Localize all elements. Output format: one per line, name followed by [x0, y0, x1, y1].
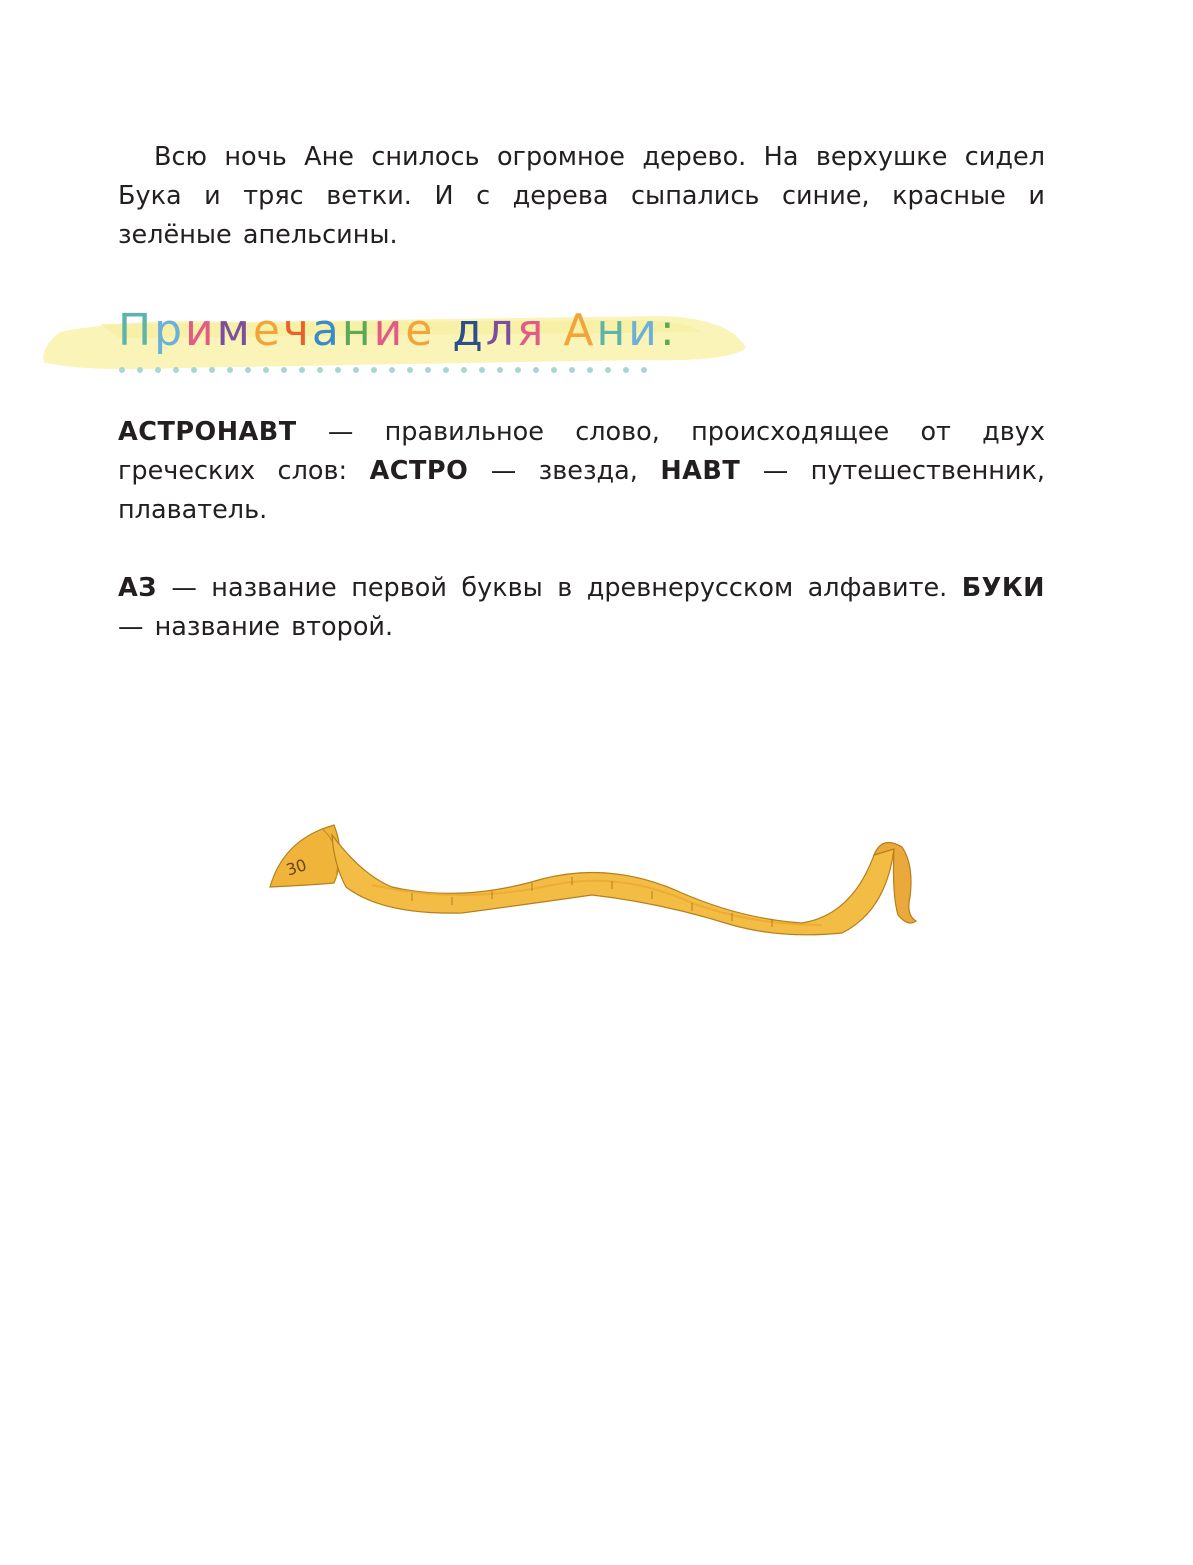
heading-letter: н	[341, 305, 374, 356]
heading-letter: а	[311, 305, 342, 356]
underline-dot	[263, 367, 269, 373]
underline-dot	[335, 367, 341, 373]
heading-letter: и	[185, 305, 217, 356]
term-astro: АСТРО	[369, 456, 469, 486]
underline-dot	[371, 367, 377, 373]
heading-letter: е	[405, 305, 436, 356]
heading-letter: д	[452, 305, 486, 356]
underline-dot	[551, 367, 557, 373]
note-heading-block	[40, 288, 760, 388]
heading-letter: р	[154, 305, 186, 356]
term-astronaut: АСТРОНАВТ	[118, 417, 297, 447]
underline-dot	[605, 367, 611, 373]
underline-dot	[191, 367, 197, 373]
heading-letter: :	[659, 305, 678, 356]
underline-dot	[389, 367, 395, 373]
underline-dot	[209, 367, 215, 373]
term-az: АЗ	[118, 573, 157, 603]
underline-dot	[173, 367, 179, 373]
dotted-underline	[118, 364, 658, 376]
underline-dot	[317, 367, 323, 373]
underline-dot	[497, 367, 503, 373]
underline-dot	[515, 367, 521, 373]
term-buki: БУКИ	[961, 573, 1045, 603]
heading-letter: е	[252, 305, 283, 356]
story-text: Всю ночь Ане снилось огромное дерево. На верхушке сидел Бука и тряс ветки. И с дерева сыпались синие, красные и зелёные апельсины.	[118, 142, 1045, 250]
definition-text: — путешественник, плаватель.	[118, 456, 1045, 525]
tape-number: 30	[283, 855, 309, 880]
underline-dot	[245, 367, 251, 373]
heading-letter	[435, 304, 452, 358]
underline-dot	[299, 367, 305, 373]
story-paragraph	[118, 138, 1045, 255]
underline-dot	[533, 367, 539, 373]
underline-dot	[227, 367, 233, 373]
note-az-buki	[118, 569, 1045, 647]
underline-dot	[119, 367, 125, 373]
underline-dot	[623, 367, 629, 373]
heading-letter: я	[516, 305, 547, 356]
definition-text: — звезда,	[468, 456, 661, 486]
underline-dot	[407, 367, 413, 373]
heading-letter	[546, 304, 563, 358]
underline-dot	[479, 367, 485, 373]
heading-letter: л	[485, 305, 517, 356]
underline-dot	[587, 367, 593, 373]
heading-letter: А	[563, 305, 597, 356]
underline-dot	[137, 367, 143, 373]
underline-dot	[443, 367, 449, 373]
definition-text: — название второй.	[118, 612, 394, 642]
underline-dot	[155, 367, 161, 373]
underline-dot	[353, 367, 359, 373]
underline-dot	[569, 367, 575, 373]
note-astronaut	[118, 413, 1045, 530]
heading-letter: П	[118, 305, 155, 356]
measuring-tape-icon	[262, 815, 927, 945]
note-heading	[118, 304, 678, 358]
definition-text: — название первой буквы в древнерусском алфавите.	[156, 573, 962, 603]
heading-letter: и	[373, 305, 406, 356]
heading-letter: ч	[282, 305, 312, 356]
underline-dot	[461, 367, 467, 373]
heading-letter: и	[628, 305, 660, 356]
heading-letter: м	[216, 305, 253, 356]
underline-dot	[425, 367, 431, 373]
underline-dot	[641, 367, 647, 373]
term-navt: НАВТ	[660, 456, 741, 486]
heading-letter: н	[596, 305, 629, 356]
underline-dot	[281, 367, 287, 373]
definition-text: — правильное слово, происходящее от двух греческих слов:	[118, 417, 1045, 486]
